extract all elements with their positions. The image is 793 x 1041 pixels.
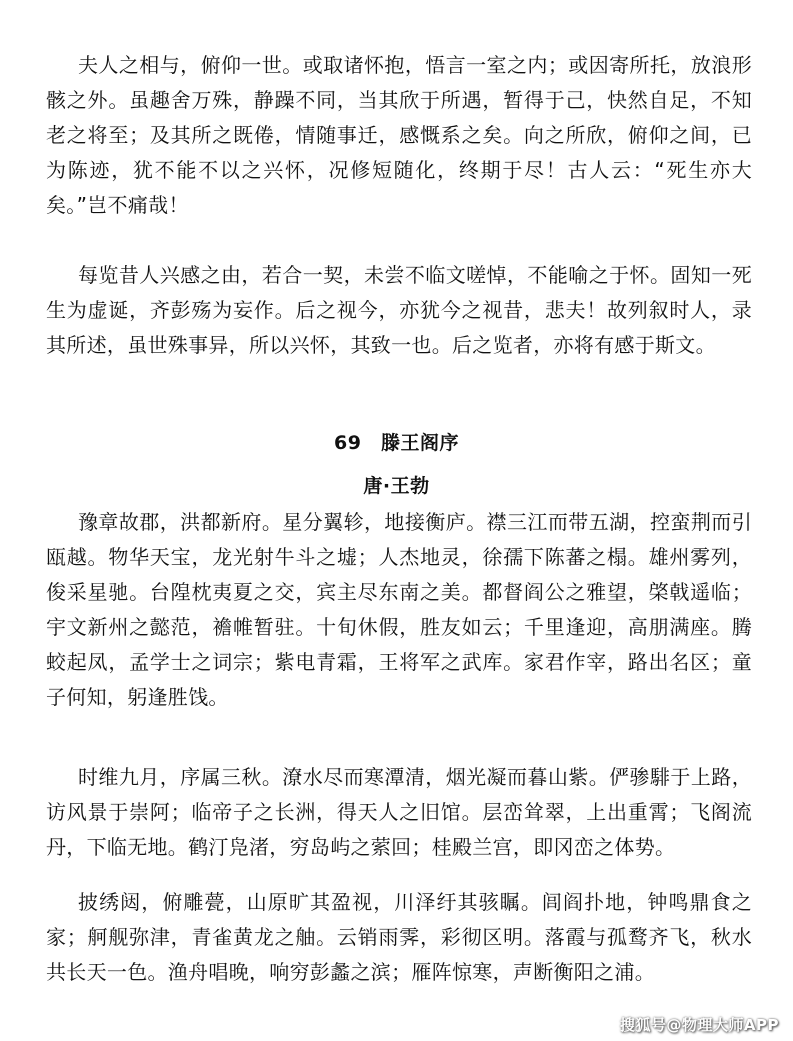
paragraph-lanting-1: 夫人之相与，俯仰一世。或取诸怀抱，悟言一室之内；或因寄所托，放浪形骸之外。虽趣舍万殊，静躁不同，当其欣于所遇，暂得于己，快然自足，不知老之将至；及其所之既倦，情随事迁，感慨系之矣。向之所欣，俯仰之间，已为陈迹，犹不能不以之兴怀，况修短随化，终期于尽！古人云：“死生亦大矣。”岂不痛哉！ — [46, 53, 752, 217]
paragraph-tengwang-3: 披绣闼，俯雕甍，山原旷其盈视，川泽纡其骇瞩。闾阎扑地，钟鸣鼎食之家；舸舰弥津，青雀黄龙之舳。云销雨霁，彩彻区明。落霞与孤鹜齐飞，秋水共长天一色。渔舟唱晚，响穷彭蠡之滨；雁阵惊寒，声断衡阳之浦。 — [46, 890, 752, 984]
paragraph-tengwang-1: 豫章故郡，洪都新府。星分翼轸，地接衡庐。襟三江而带五湖，控蛮荆而引瓯越。物华天宝，龙光射牛斗之墟；人杰地灵，徐孺下陈蕃之榻。雄州雾列，俊采星驰。台隍枕夷夏之交，宾主尽东南之美。都督阎公之雅望，棨戟遥临；宇文新州之懿范，襜帷暂驻。十旬休假，胜友如云；千里逢迎，高朋满座。腾蛟起凤，孟学士之词宗；紫电青霜，王将军之武库。家君作宰，路出名区；童子何知，躬逢胜饯。 — [46, 510, 752, 709]
article-title: 69 滕王阁序 — [334, 432, 459, 454]
paragraph-lanting-2: 每览昔人兴感之由，若合一契，未尝不临文嗟悼，不能喻之于怀。固知一死生为虚诞，齐彭殇为妄作。后之视今，亦犹今之视昔，悲夫！故列叙时人，录其所述，虽世殊事异，所以兴怀，其致一也。后之览者，亦将有感于斯文。 — [46, 263, 752, 357]
article-author: 唐·王勃 — [363, 475, 430, 497]
sohu-watermark: 搜狐号@物理大师APP — [619, 1016, 779, 1034]
paragraph-tengwang-2: 时维九月，序属三秋。潦水尽而寒潭清，烟光凝而暮山紫。俨骖騑于上路，访风景于崇阿；临帝子之长洲，得天人之旧馆。层峦耸翠，上出重霄；飞阁流丹，下临无地。鹤汀凫渚，穷岛屿之萦回；桂殿兰宫，即冈峦之体势。 — [46, 765, 752, 859]
